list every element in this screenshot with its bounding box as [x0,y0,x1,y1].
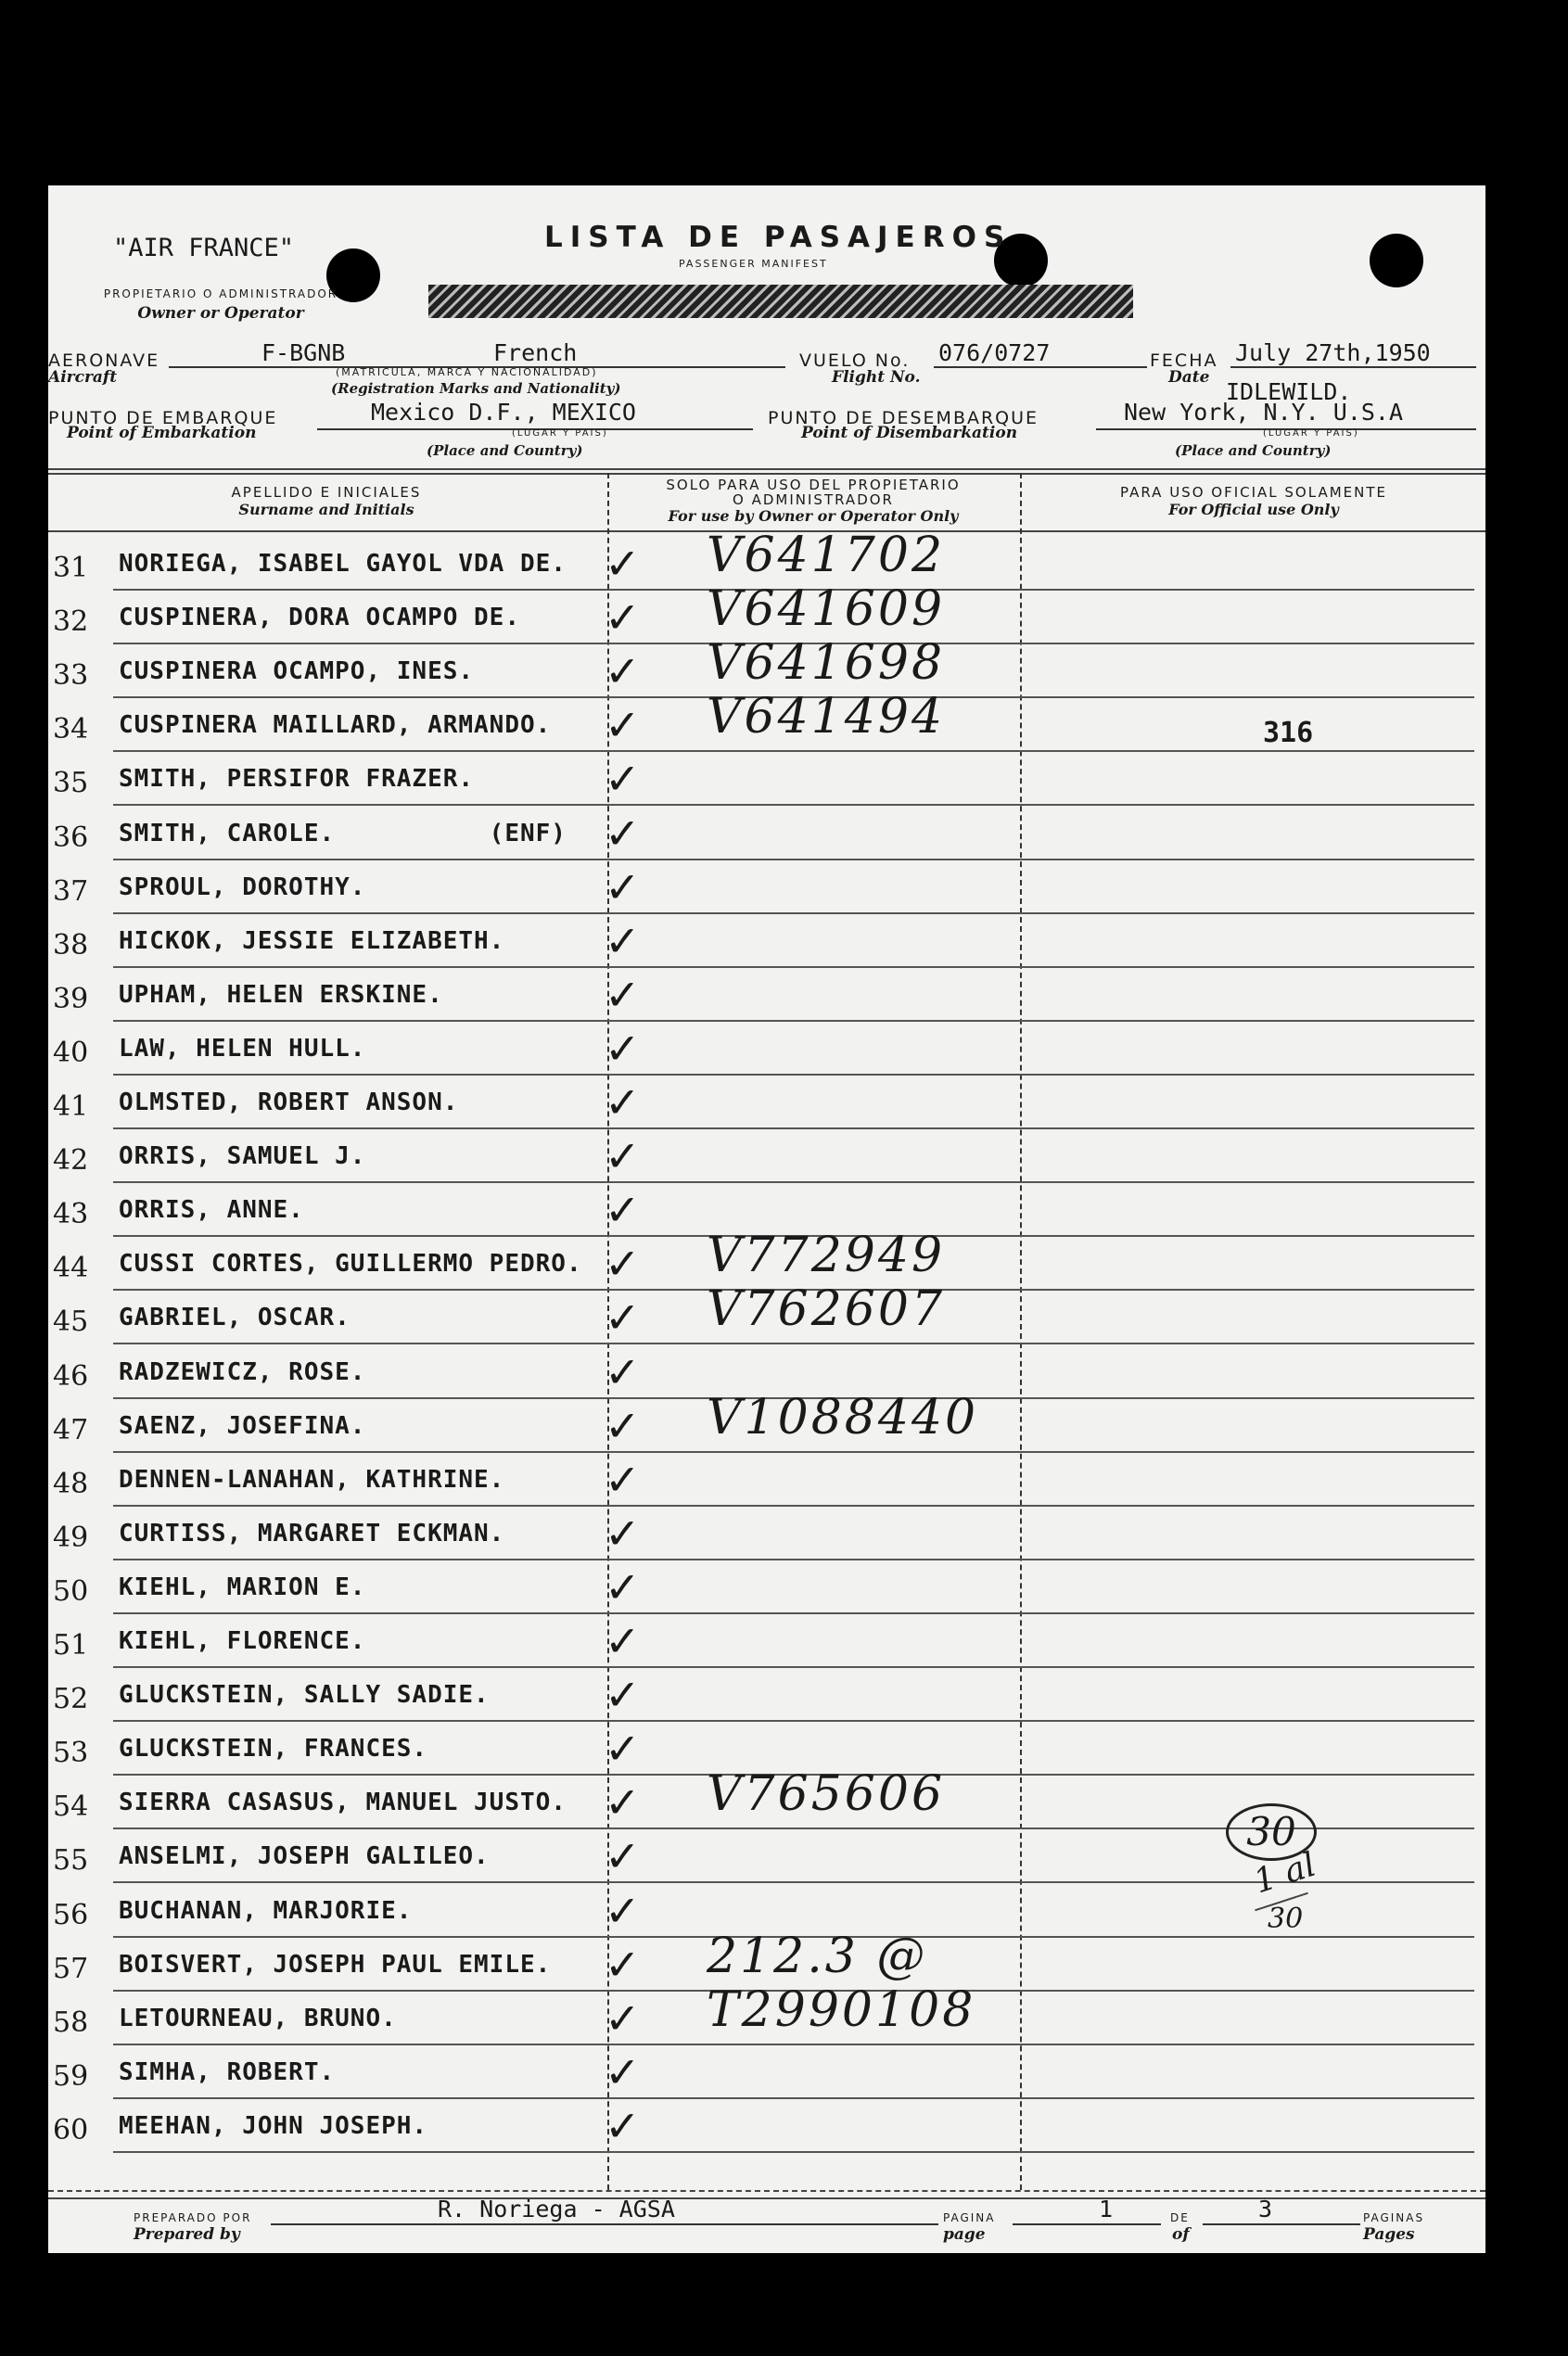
passenger-name: SIMHA, ROBERT. [119,2057,336,2086]
registration-note-es: (MATRICULA, MARCA Y NACIONALIDAD) [336,366,598,378]
flight-underline [934,366,1147,368]
table-top-rule-2 [48,473,1485,475]
passenger-name: ANSELMI, JOSEPH GALILEO. [119,1842,490,1871]
passenger-row [48,2100,1485,2157]
table-top-rule [48,468,1485,470]
row-underline [113,1074,1474,1076]
checkmark-icon: ✓ [605,1831,641,1882]
handwritten-visa-number: V772949 [707,1228,946,1284]
disembark-label-en: Point of Disembarkation [801,424,1018,442]
row-underline [113,1612,1474,1614]
passenger-name: KIEHL, FLORENCE. [119,1627,366,1655]
row-underline [113,2151,1474,2153]
flight-date: July 27th,1950 [1235,339,1431,366]
passenger-row [48,1981,1485,2049]
embark-place-note-es: (LUGAR Y PAIS) [512,428,608,439]
passenger-name: HICKOK, JESSIE ELIZABETH. [119,926,505,955]
handwritten-visa-number: V641698 [707,635,946,692]
passenger-name: DENNEN-LANAHAN, KATHRINE. [119,1465,505,1494]
passenger-number: 47 [53,1413,89,1446]
passenger-name: UPHAM, HELEN ERSKINE. [119,980,443,1009]
handwritten-visa-number: V765606 [707,1766,946,1823]
passenger-number: 49 [53,1521,89,1554]
passenger-name: CUSPINERA OCAMPO, INES. [119,657,475,686]
of-label-es: DE [1170,2211,1190,2224]
passenger-number: 53 [53,1737,89,1770]
prepared-label-es: PREPARADO POR [134,2211,252,2224]
checkmark-icon: ✓ [605,808,641,859]
passenger-number: 44 [53,1252,89,1285]
passenger-number: 57 [53,1952,89,1985]
punch-hole-right [1370,234,1423,287]
row-underline [113,966,1474,968]
fraction-top: 1 al [1249,1845,1321,1902]
passenger-name: BOISVERT, JOSEPH PAUL EMILE. [119,1950,552,1979]
checkmark-icon: ✓ [605,861,641,912]
handwritten-visa-number: 212.3 @ [707,1928,928,1984]
passenger-number: 46 [53,1359,89,1393]
handwritten-visa-number: V641702 [707,528,946,583]
pages-label-es: PAGINAS [1363,2211,1425,2224]
checkmark-icon: ✓ [605,1885,641,1936]
handwritten-visa-number: V641609 [707,581,946,638]
page-label-en: page [943,2225,986,2244]
passenger-number: 55 [53,1844,89,1878]
checkmark-icon: ✓ [605,1131,641,1182]
passenger-row [48,1389,1485,1457]
checkmark-icon: ✓ [605,1454,641,1505]
passenger-number: 52 [53,1683,89,1716]
page-underline [1013,2223,1161,2225]
passenger-name: LAW, HELEN HULL. [119,1034,366,1063]
date-label-en: Date [1168,368,1210,387]
owner-label-es: PROPIETARIO O ADMINISTRADOR [103,287,338,300]
passenger-row [48,1618,1485,1672]
passenger-row [48,1133,1485,1187]
row-underline [113,1343,1474,1344]
passenger-row [48,810,1485,864]
passenger-number: 37 [53,874,89,908]
embark-label-en: Point of Embarkation [67,424,257,442]
flight-label-en: Flight No. [832,368,921,387]
passenger-name: SIERRA CASASUS, MANUEL JUSTO. [119,1789,567,1817]
aircraft-nationality: French [493,339,578,366]
passenger-row [48,861,1485,918]
passenger-name: BUCHANAN, MARJORIE. [119,1896,413,1925]
passenger-number: 31 [53,552,89,584]
passenger-name: MEEHAN, JOHN JOSEPH. [119,2111,428,2140]
passenger-name: ORRIS, ANNE. [119,1196,304,1225]
passenger-number: 36 [53,821,89,854]
checkmark-icon: ✓ [605,1508,641,1559]
aircraft-label-es: AERONAVE [48,350,160,371]
passenger-name: CUSSI CORTES, GUILLERMO PEDRO. [119,1250,582,1279]
passenger-number: 59 [53,2059,89,2093]
passenger-name: NORIEGA, ISABEL GAYOL VDA DE. [119,550,567,578]
checkmark-icon: ✓ [605,539,641,589]
prepared-label-en: Prepared by [134,2225,240,2244]
passenger-name: CURTISS, MARGARET ECKMAN. [119,1519,505,1547]
passenger-name: KIEHL, MARION E. [119,1573,366,1601]
checkmark-icon: ✓ [605,754,641,805]
prepared-underline [271,2223,938,2225]
passenger-name: GLUCKSTEIN, SALLY SADIE. [119,1681,490,1710]
row-underline [113,1720,1474,1722]
checkmark-icon: ✓ [605,1939,641,1990]
surname-header-en: Surname and Initials [238,501,414,518]
flight-number: 076/0727 [938,339,1051,366]
footer-rule [48,2190,1485,2192]
page-number: 1 [1099,2196,1114,2222]
row-underline [113,804,1474,806]
checkmark-icon: ✓ [605,1777,641,1828]
passenger-row [48,915,1485,972]
passenger-name: SAENZ, JOSEFINA. [119,1411,366,1440]
operator-header-es-1: SOLO PARA USO DEL PROPIETARIO [666,477,961,493]
passenger-row [48,756,1485,809]
row-underline [113,859,1474,860]
date-label-es: FECHA [1150,350,1218,371]
row-underline [113,2044,1474,2045]
pages-underline [1203,2223,1360,2225]
passenger-row [48,1025,1485,1079]
flight-label-es: VUELO No. [799,350,911,371]
passenger-number: 51 [53,1629,89,1662]
passenger-number: 35 [53,767,89,800]
checkmark-icon: ✓ [605,1077,641,1127]
row-underline [113,1559,1474,1560]
checkmark-icon: ✓ [605,1993,641,2044]
of-label-en: of [1172,2225,1190,2244]
passenger-row [48,1281,1485,1348]
checkmark-icon: ✓ [605,1561,641,1612]
passenger-name: SPROUL, DOROTHY. [119,872,366,901]
owner-label-en: Owner or Operator [137,304,304,323]
passenger-number: 39 [53,982,89,1015]
official-header-en: For Official use Only [1168,501,1339,518]
passenger-name: RADZEWICZ, ROSE. [119,1357,366,1386]
checkmark-icon: ✓ [605,915,641,966]
passenger-number: 56 [53,1898,89,1931]
embark-place-note-en: (Place and Country) [427,442,583,459]
passenger-row [48,1454,1485,1510]
fraction-bottom: 30 [1268,1903,1304,1935]
passenger-row [48,1079,1485,1133]
passenger-number: 33 [53,659,89,693]
circled-total: 30 [1226,1803,1317,1861]
disembark-place-note-es: (LUGAR Y PAIS) [1263,428,1359,439]
disembark-place-note-en: (Place and Country) [1175,442,1332,459]
passenger-number: 40 [53,1036,89,1069]
passenger-name: LETOURNEAU, BRUNO. [119,2004,397,2032]
passenger-row [48,2046,1485,2103]
handwritten-visa-number: V1088440 [707,1389,979,1445]
row-underline [113,750,1474,752]
passenger-row [48,969,1485,1025]
passenger-name: CUSPINERA MAILLARD, ARMANDO. [119,711,552,740]
page-subtitle: PASSENGER MANIFEST [679,258,828,270]
manifest-sheet [48,185,1485,2253]
row-underline [113,1020,1474,1022]
disembark-label-es: PUNTO DE DESEMBARQUE [768,408,1039,428]
redacted-operator-field [428,285,1133,318]
passenger-number: 43 [53,1198,89,1231]
passenger-number: 38 [53,928,89,962]
embark-label-es: PUNTO DE EMBARQUE [48,408,278,428]
passenger-number: 50 [53,1574,89,1608]
handwritten-visa-number: V762607 [707,1281,946,1338]
handwritten-visa-number: V641494 [707,689,946,745]
passenger-number: 34 [53,713,89,746]
checkmark-icon: ✓ [605,969,641,1020]
operator-header-en: For use by Owner or Operator Only [668,507,959,525]
page-total: 3 [1258,2196,1273,2222]
checkmark-icon: ✓ [605,1616,641,1666]
checkmark-icon: ✓ [605,1185,641,1236]
aircraft-label-en: Aircraft [48,368,118,387]
row-underline [113,1181,1474,1183]
row-underline [113,2097,1474,2099]
checkmark-icon: ✓ [605,1724,641,1775]
passenger-row [48,1672,1485,1726]
checkmark-icon: ✓ [605,1023,641,1074]
passenger-name: GLUCKSTEIN, FRANCES. [119,1735,428,1764]
surname-header-es: APELLIDO E INICIALES [231,484,422,501]
disembark-place: New York, N.Y. U.S.A [1124,399,1404,426]
checkmark-icon: ✓ [605,592,641,643]
row-underline [113,1505,1474,1507]
passenger-name: CUSPINERA, DORA OCAMPO DE. [119,604,520,632]
embark-place: Mexico D.F., MEXICO [371,399,636,426]
operator-name: "AIR FRANCE" [113,234,295,262]
prepared-by: R. Noriega - AGSA [438,2196,675,2222]
passenger-row [48,1510,1485,1564]
passenger-name: OLMSTED, ROBERT ANSON. [119,1089,459,1116]
row-underline [113,1666,1474,1668]
row-underline [113,1127,1474,1129]
checkmark-icon: ✓ [605,1670,641,1721]
handwritten-visa-number: T2990108 [707,1981,976,2038]
official-header-es: PARA USO OFICIAL SOLAMENTE [1120,484,1387,501]
checkmark-icon: ✓ [605,1293,641,1344]
checkmark-icon: ✓ [605,646,641,697]
registration-note-en: (Registration Marks and Nationality) [331,380,621,397]
passenger-number: 48 [53,1467,89,1500]
checkmark-icon: ✓ [605,2046,641,2097]
passenger-name: ORRIS, SAMUEL J. [119,1142,366,1171]
date-underline [1230,366,1476,368]
row-underline [113,912,1474,914]
passenger-number: 58 [53,2006,89,2039]
operator-header-es-2: O ADMINISTRADOR [733,491,894,508]
official-count-mark: 316 [1263,717,1314,749]
checkmark-icon: ✓ [605,2100,641,2151]
passenger-number: 60 [53,2113,89,2146]
page-label-es: PAGINA [943,2211,996,2224]
checkmark-icon: ✓ [605,1400,641,1451]
checkmark-icon: ✓ [605,1346,641,1397]
passenger-name: SMITH, CAROLE. (ENF) [119,819,567,847]
passenger-name: GABRIEL, OSCAR. [119,1304,351,1332]
passenger-number: 42 [53,1144,89,1178]
passenger-row [48,1561,1485,1618]
passenger-number: 32 [53,605,89,639]
checkmark-icon: ✓ [605,700,641,751]
passenger-name: SMITH, PERSIFOR FRAZER. [119,765,475,794]
pages-label-en: Pages [1363,2225,1415,2244]
row-underline [113,1451,1474,1453]
checkmark-icon: ✓ [605,1239,641,1290]
passenger-number: 54 [53,1790,89,1824]
passenger-number: 41 [53,1090,89,1123]
passenger-number: 45 [53,1305,89,1339]
disembark-airport: IDLEWILD. [1226,378,1352,405]
aircraft-registration: F-BGNB [261,339,346,366]
page-title: LISTA DE PASAJEROS [544,221,1013,254]
